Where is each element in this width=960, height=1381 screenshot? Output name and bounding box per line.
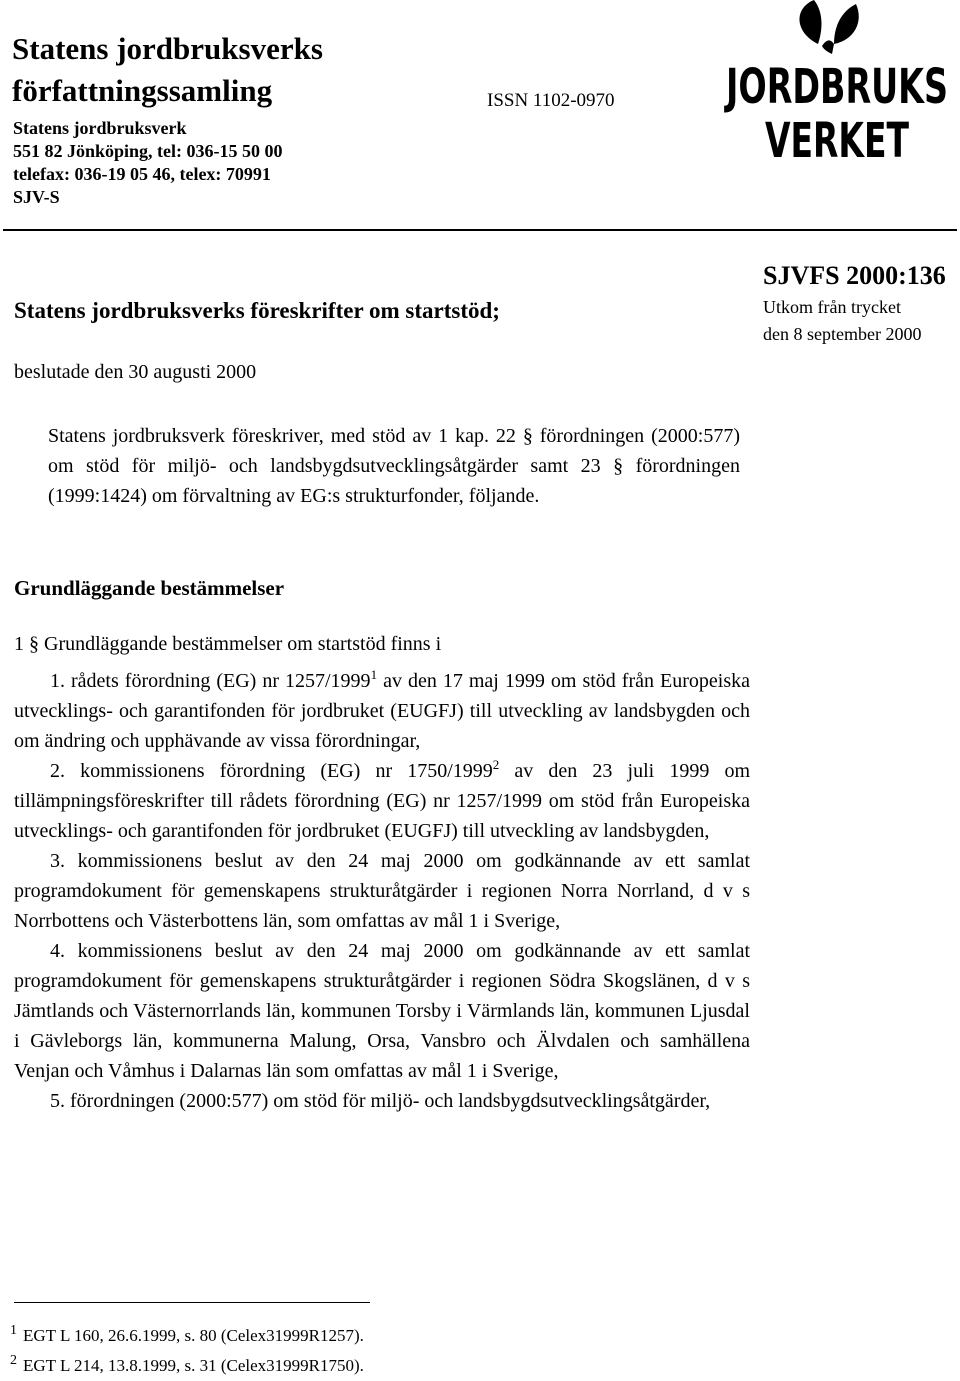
footnote-mark: 1 — [10, 1323, 17, 1338]
section-heading: Grundläggande bestämmelser — [14, 576, 285, 600]
address-line: Statens jordbruksverk — [13, 118, 187, 138]
publication-title-line: författningssamling — [12, 73, 273, 108]
publication-title-line: Statens jordbruksverks — [12, 31, 323, 66]
footnote-reference[interactable]: 2 — [492, 757, 500, 772]
footnote-mark: 2 — [10, 1353, 17, 1368]
leaf-sprout-icon — [799, 0, 858, 54]
footnote — [10, 1321, 364, 1351]
publication-title — [12, 28, 323, 112]
footnote-text: EGT L 160, 26.6.1999, s. 80 (Celex31999R1257). — [23, 1326, 364, 1345]
footnotes — [10, 1321, 364, 1381]
issn-number: ISSN 1102-0970 — [487, 90, 615, 111]
list-item: 3. kommissionens beslut av den 24 maj 2000 om godkännande av ett samlat programdokument för gemenskapens strukturåtgärder i regionen Norra Norrland, d v s Norrbottens och Västerbottens län, som omfattas av mål 1 i Sverige, — [14, 850, 750, 932]
footnote — [10, 1351, 364, 1381]
publication-date — [763, 294, 921, 348]
publication-date-line: Utkom från trycket — [763, 297, 901, 317]
decision-date: beslutade den 30 augusti 2000 — [14, 361, 257, 383]
list-item: 5. förordningen (2000:577) om stöd för miljö- och landsbygdsutvecklingsåtgärder, — [50, 1090, 711, 1112]
footnote-text: EGT L 214, 13.8.1999, s. 31 (Celex31999R1750). — [23, 1356, 364, 1375]
logo-text-line: VERKET — [765, 113, 910, 169]
publication-date-line: den 8 september 2000 — [763, 324, 922, 344]
paragraph-1-lead: 1 § Grundläggande bestämmelser om startstöd finns i — [14, 633, 442, 655]
jordbruksverket-logo — [722, 0, 952, 169]
header-divider — [3, 229, 957, 231]
address-line: telefax: 036-19 05 46, telex: 70991 — [13, 164, 271, 184]
list-item: 4. kommissionens beslut av den 24 maj 2000 om godkännande av ett samlat programdokument för gemenskapens strukturåtgärder i regionen Södra Skogslänen, d v s Jämtlands och Västernorrlands län, kommunen Torsby i Värmlands län, kommunen Ljusdal i Gävleborgs län, kommunerna Malung, Orsa, Vansbro och Älvdalen och samhällena Venjan och Våmhus i Dalarnas län som omfattas av mål 1 i Sverige, — [14, 940, 750, 1082]
regulation-title: Statens jordbruksverks föreskrifter om startstöd; — [14, 298, 500, 323]
list-item: 1. rådets förordning (EG) nr 1257/1999$^1$ av den 17 maj 1999 om stöd från Europeiska utvecklings- och garantifonden för jordbruket (EUGFJ) till utveckling av landsbygden och om ändring och upphävande av vissa förordningar, — [14, 667, 750, 752]
footnote-divider — [14, 1302, 370, 1303]
footnote-reference[interactable]: 1 — [370, 667, 378, 682]
publisher-address — [13, 117, 283, 209]
address-line: SJV-S — [13, 187, 60, 207]
sjvfs-number: SJVFS 2000:136 — [763, 261, 946, 290]
legal-basis-list — [14, 666, 750, 1116]
address-line: 551 82 Jönköping, tel: 036-15 50 00 — [13, 141, 283, 161]
intro-paragraph: Statens jordbruksverk föreskriver, med stöd av 1 kap. 22 § förordningen (2000:577) om stöd för miljö- och landsbygdsutvecklingsåtgärder samt 23 § förordningen (1999:1424) om förvaltning av EG:s strukturfonder, följande. — [48, 425, 740, 507]
logo-text-line: JORDBRUKS — [723, 59, 948, 115]
list-item: 2. kommissionens förordning (EG) nr 1750/1999$^2$ av den 23 juli 1999 om tillämpningsföreskrifter till rådets förordning (EG) nr 1257/1999 om stöd från Europeiska utvecklings- och garantifonden för jordbruket (EUGFJ) till utveckling av landsbygden, — [14, 757, 751, 842]
